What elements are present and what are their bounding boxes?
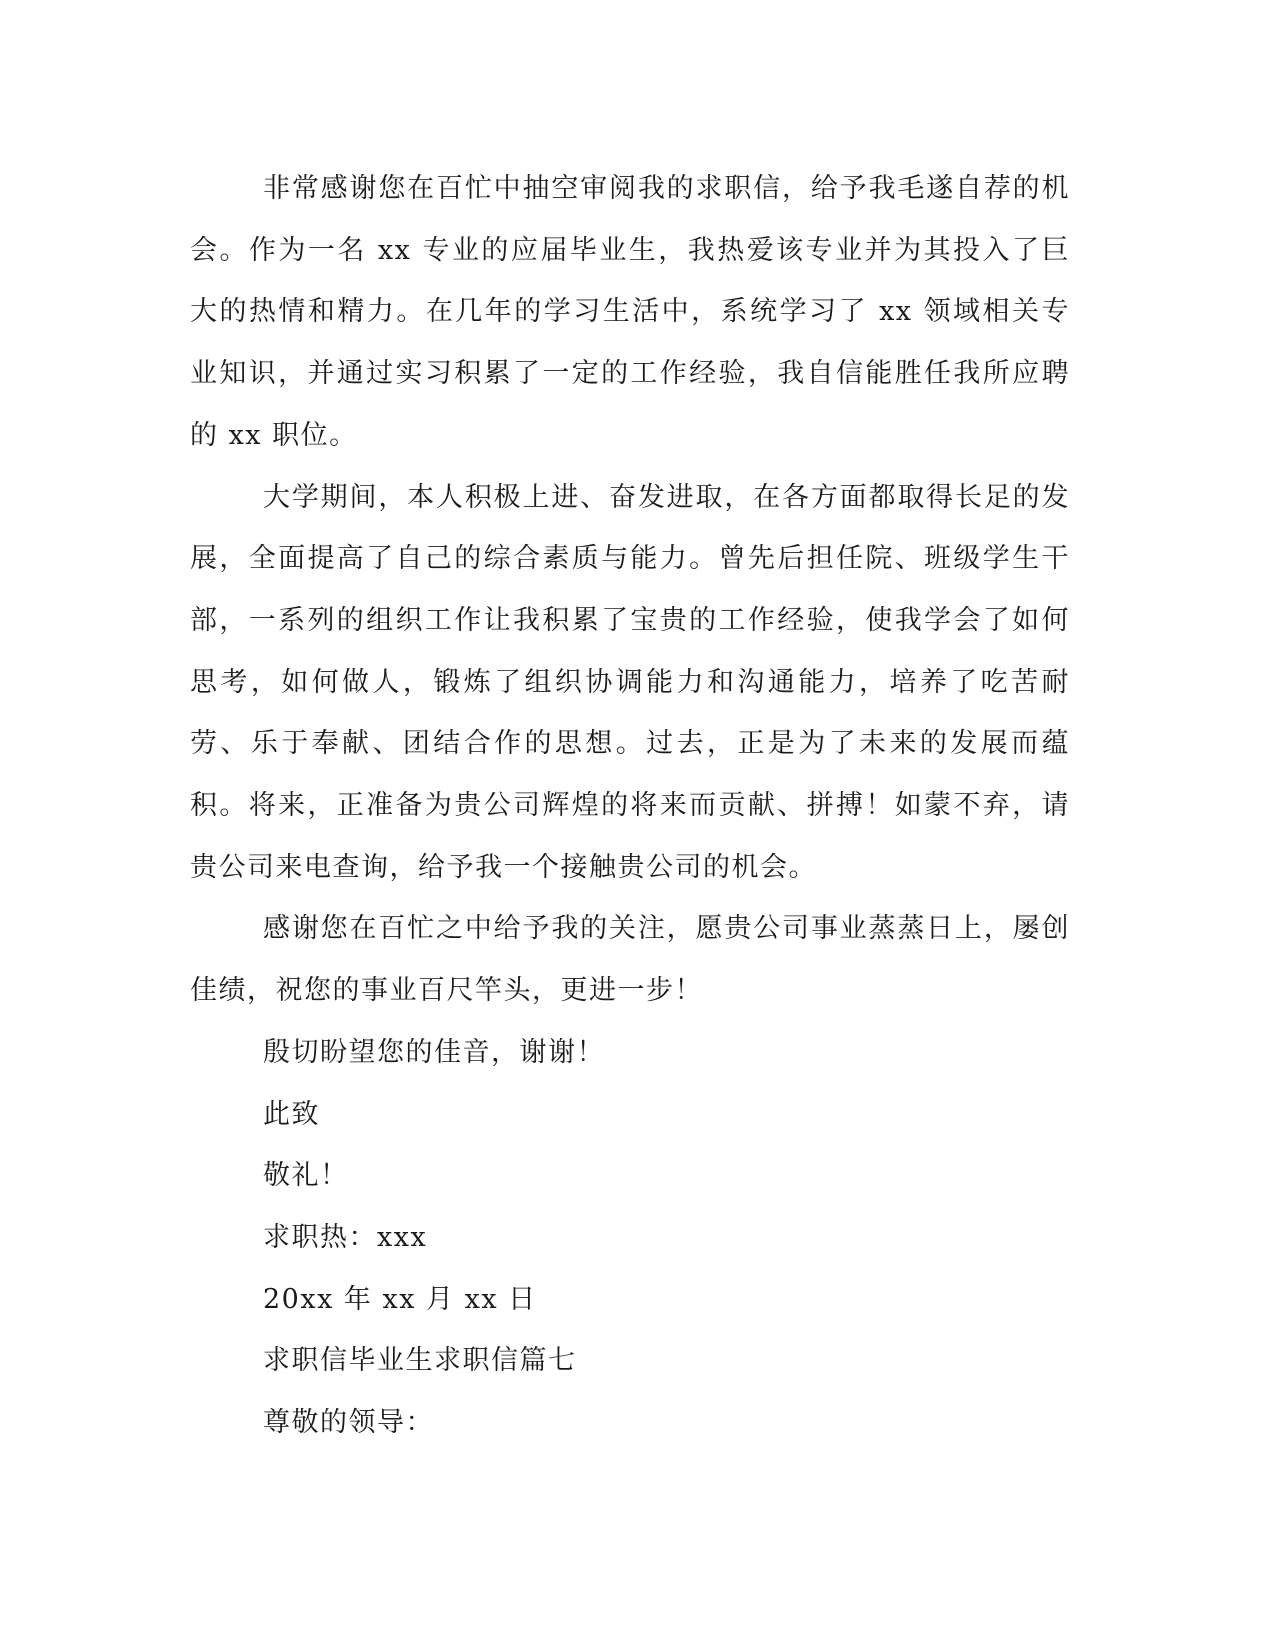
signature-line: 求职热：xxx (263, 1221, 428, 1253)
paragraph-introduction: 非常感谢您在百忙中抽空审阅我的求职信，给予我毛遂自荐的机会。作为一名 xx 专业的应届毕业生，我热爱该专业并为其投入了巨大的热情和精力。在几年的学习生活中，系统学习了 xx 领域相关专业知识，并通过实习积累了一定的工作经验，我自信能胜任我所应聘的 xx 职位。 (190, 173, 1070, 451)
paragraph-thanks: 感谢您在百忙之中给予我的关注，愿贵公司事业蒸蒸日上，屡创佳绩，祝您的事业百尺竿头，更进一步！ (190, 913, 1070, 1007)
paragraph-awaiting-reply: 殷切盼望您的佳音，谢谢！ (263, 1036, 605, 1068)
greeting-line: 尊敬的领导： (263, 1407, 434, 1439)
closing-salutation: 此致 (263, 1098, 320, 1130)
closing-respect: 敬礼！ (263, 1160, 349, 1192)
section-heading: 求职信毕业生求职信篇七 (263, 1345, 577, 1377)
paragraph-university-experience: 大学期间，本人积极上进、奋发进取，在各方面都取得长足的发展，全面提高了自己的综合素质与能力。曾先后担任院、班级学生干部，一系列的组织工作让我积累了宝贵的工作经验，使我学会了如何思考，如何做人，锻炼了组织协调能力和沟通能力，培养了吃苦耐劳、乐于奉献、团结合作的思想。过去，正是为了未来的发展而蕴积。将来，正准备为贵公司辉煌的将来而贡献、拼搏！如蒙不弃，请贵公司来电查询，给予我一个接触贵公司的机会。 (190, 481, 1070, 883)
letter-body (190, 158, 1070, 1454)
date-line: 20xx 年 xx 月 xx 日 (263, 1283, 537, 1315)
